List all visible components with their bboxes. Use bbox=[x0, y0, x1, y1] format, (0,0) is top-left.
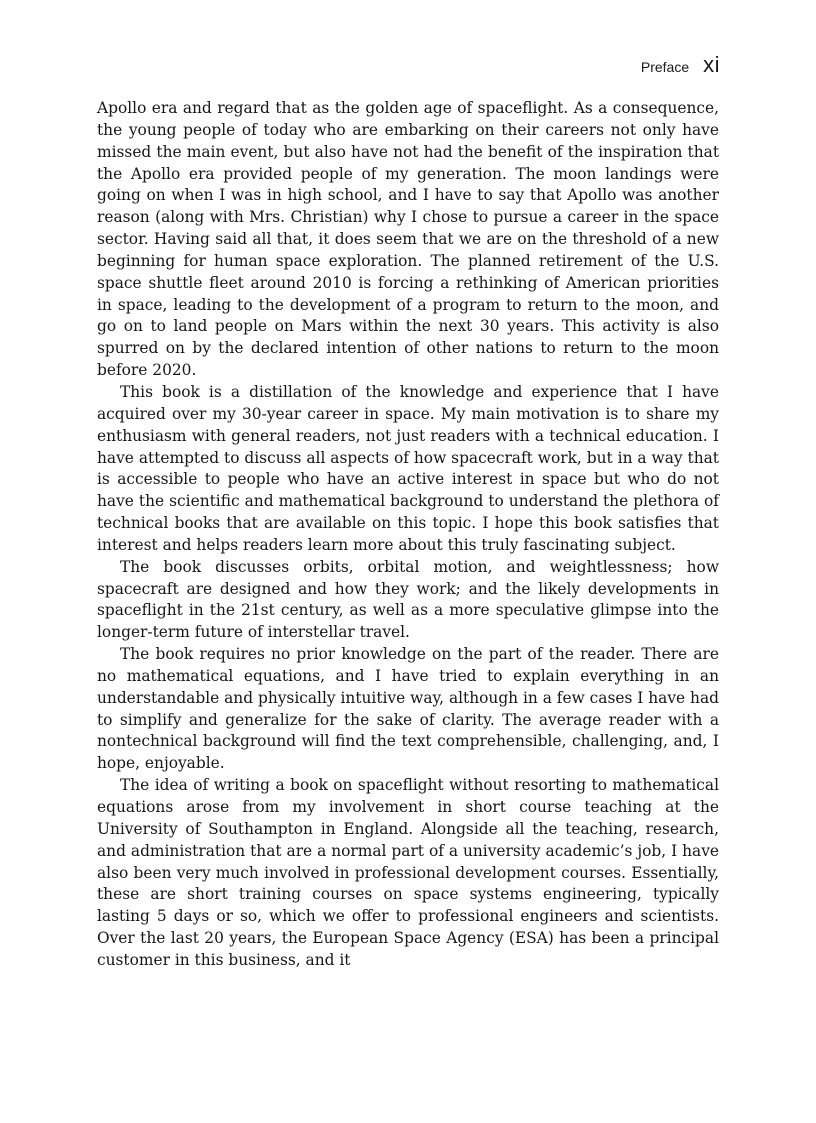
paragraph: This book is a distillation of the knowledge and experience that I have acquired over my 30-year career in space. My main motivation is to share my enthusiasm with general readers, not just readers with a technical education. I have attempted to discuss all aspects of how spacecraft work, but in a way that is accessible to people who have an active interest in space but who do not have the scientific and mathematical background to understand the plethora of technical books that are available on this topic. I hope this book satisfies that interest and helps readers learn more about this truly fascinating subject. bbox=[97, 382, 719, 554]
paragraph: The book requires no prior knowledge on the part of the reader. There are no mathematical equations, and I have tried to explain everything in an understandable and physically intuitive way, although in a few cases I have had to simplify and generalize for the sake of clarity. The average reader with a nontechnical background will find the text comprehensible, challenging, and, I hope, enjoyable. bbox=[97, 645, 719, 773]
running-head-section-title: Preface bbox=[640, 59, 690, 75]
paragraph: The book discusses orbits, orbital motion, and weightlessness; how spacecraft are designed and how they work; and the likely developments in spaceflight in the 21st century, as well as a more speculative glimpse into the longer-term future of interstellar travel. bbox=[97, 557, 719, 642]
body-text bbox=[97, 98, 719, 972]
paragraph-continued: Apollo era and regard that as the golden age of spaceflight. As a consequence, the young people of today who are embarking on their careers not only have missed the main event, but also have not had the benefit of the inspiration that the Apollo era provided people of my generation. The moon landings were going on when I was in high school, and I have to say that Apollo was another reason (along with Mrs. Christian) why I chose to pursue a career in the space sector. Having said all that, it does seem that we are on the threshold of a new beginning for human space exploration. The planned retirement of the U.S. space shuttle fleet around 2010 is forcing a rethinking of American priorities in space, leading to the development of a program to return to the moon, and go on to land people on Mars within the next 30 years. This activity is also spurred on by the declared intention of other nations to return to the moon before 2020. bbox=[97, 99, 719, 380]
page-number: xi bbox=[703, 52, 720, 77]
paragraph: The idea of writing a book on spaceflight without resorting to mathematical equations arose from my involvement in short course teaching at the University of Southampton in England. Alongside all the teaching, research, and administration that are a normal part of a university academic’s job, I have also been very much involved in professional development courses. Essentially, these are short training courses on space systems engineering, typically lasting 5 days or so, which we offer to professional engineers and scientists. Over the last 20 years, the European Space Agency (ESA) has been a principal customer in this business, and it bbox=[97, 776, 719, 969]
running-head bbox=[641, 52, 720, 78]
